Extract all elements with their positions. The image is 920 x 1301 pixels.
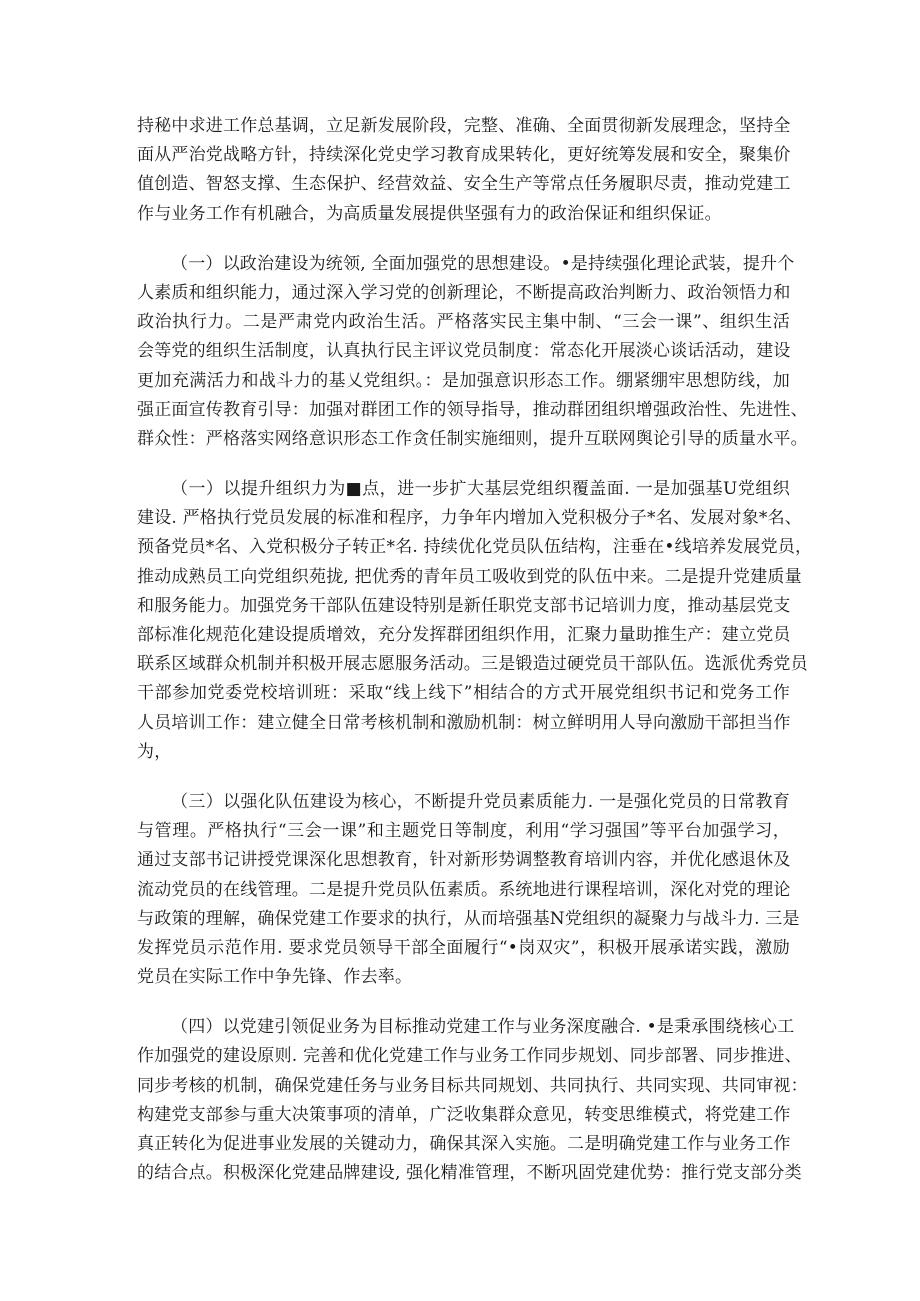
text-line: 通过支部书记讲授党课深化思想教育，针对新形势调整教育培训内容，并优化感退休及 (137, 850, 791, 871)
text-line: 预备党员*名、入党积极分子转正*名. 持续优化党员队伍结构，注垂在•线培养发展党员， (137, 537, 813, 558)
text-line: 政治执行力。二是严肃党内政治生活。严格落实民主集中制、“三会一课”、组织生活 (137, 312, 790, 333)
text-line: 会等党的组织生活制度，认真执行民主评议党员制度：常态化开展淡心谈话活动，建设 (137, 341, 791, 362)
document-body (137, 112, 813, 1208)
text-line: （三）以强化队伍建设为核心，不断提升党员素质能力. 一是强化党员的日常教育 (171, 791, 790, 812)
paragraph-business-integration (137, 1013, 808, 1188)
text-line: 真正转化为促进事业发展的关键动力，确保其深入实施。二是明确党建工作与业务工作 (137, 1134, 791, 1154)
text-line: 与管理。严格执行“三会一课”和主题党日等制度，利用“学习强国”等平台加强学习， (137, 821, 790, 842)
text-line: 构建党支部参与重大决策事项的清单，广泛收集群众意见，转变思维模式，将党建工作 (137, 1104, 791, 1125)
text-line: 人员培训工作：建立健全日常考核机制和激励机制：树立鲜明用人导向激励干部担当作 (137, 712, 791, 733)
text-line: 党员在实际工作中争先锋、作去率。 (137, 967, 413, 988)
text-line: 推动成熟员工向党组织苑拢, 把优秀的青年员工吸收到党的队伍中来。二是提升党建质量 (137, 566, 802, 587)
text-line: 强正面宣传教育引导：加强对群团工作的领导指导，推动群团组织增强政治性、先进性、 (137, 399, 808, 420)
text-line: 持秘中求进工作总基调，立足新发展阶段，完整、准确、全面贯彻新发展理念，坚持全 (137, 116, 791, 136)
text-line: 和服务能力。加强党务干部队伍建设特别是新任职党支部书记培训力度，推动基层党支 (137, 595, 791, 616)
text-line: 面从严治党战略方针，持续深化党史学习教育成果转化，更好统筹发展和安全，聚集价 (137, 145, 791, 166)
text-line: 与政策的理解，确保党建工作要求的执行，从而培强基N党组织的凝聚力与战斗力. 三是 (137, 908, 800, 929)
text-line: 作与业务工作有机融合，为高质量发展提供坚强有力的政治保证和组织保证。 (137, 203, 722, 224)
text-line: 干部参加党委党校培训班：采取“线上线下”相结合的方式开展党组织书记和党务工作 (137, 683, 790, 704)
text-line: 作加强党的建设原则. 完善和优化党建工作与业务工作同步规划、同步部署、同步推进、 (137, 1046, 802, 1067)
text-line: 人素质和组织能力，通过深入学习党的创新理论，不断提高政治判断力、政治领悟力和 (137, 282, 791, 303)
paragraph-team-building (137, 788, 800, 992)
text-line: 的结合点。积极深化党建品牌建设, 强化精准管理，不断巩固党建优势：推行党支部分类 (137, 1163, 802, 1184)
text-line: （一）以政治建设为统领, 全面加强党的思想建设。•是持续强化理论武装，提升个 (171, 253, 795, 274)
text-line: 群众性：严格落实网络意识形态工作贪任制实施细则，提升互联网舆论引导的质量水平。 (137, 428, 808, 449)
text-line: （一）以提升组织力为■点，进一步扩大基层党组织覆盖面. 一是加强基U党组织 (171, 479, 790, 500)
text-line: 发挥党员示范作用. 要求党员领导干部全面履行“•岗双灾”，积极开展承诺实践，激励 (137, 937, 790, 958)
text-line: 建设. 严格执行党员发展的标准和程序，力争年内增加入党积极分子*名、发展对象*名、 (137, 508, 803, 529)
text-line: 同步考核的机制，确保党建任务与业务目标共同规划、共同执行、共同实现、共同审视： (137, 1075, 808, 1096)
paragraph-organization (137, 475, 813, 767)
text-line: 联系区域群众机制并积极开展志愿服务活动。三是锻造过硬党员干部队伍。选派优秀党员 (137, 654, 808, 675)
text-line: 值创造、智怒支撑、生态保护、经营效益、安全生产等常点任务履职尽责，推动党建工 (137, 174, 791, 195)
text-line: 更加充满活力和战斗力的基乂党组织。：是加强意识形态工作。绷紧绷牢思想防线，加 (137, 370, 790, 391)
text-line: 为， (137, 741, 172, 762)
text-line: 部标准化规范化建设提质增效，充分发挥群团组织作用，汇聚力量助推生产：建立党员 (137, 625, 791, 645)
paragraph-intro (137, 112, 790, 229)
text-line: （四）以党建引领促业务为目标推动党建工作与业务深度融合. •是秉承围绕核心工 (171, 1017, 795, 1038)
text-line: 流动党员的在线管理。二是提升党员队伍素质。系统地进行课程培训，深化对党的理论 (137, 879, 791, 900)
paragraph-political-building (137, 250, 808, 454)
